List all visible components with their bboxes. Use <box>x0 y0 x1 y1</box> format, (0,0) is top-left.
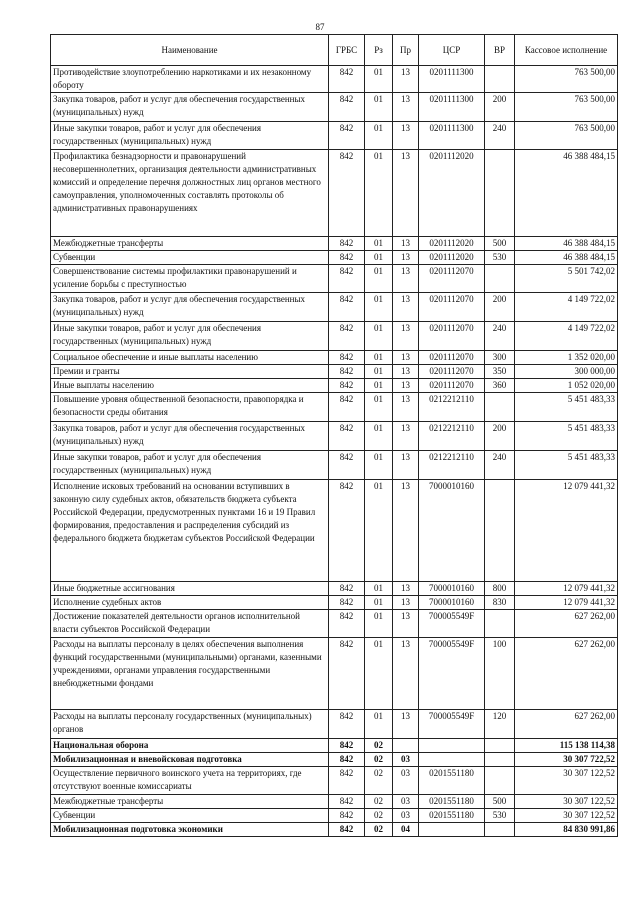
cell-amount: 4 149 722,02 <box>515 293 618 322</box>
table-row <box>51 365 618 379</box>
cell-pr: 13 <box>393 582 419 596</box>
cell-grbs: 842 <box>329 823 365 837</box>
cell-name: Межбюджетные трансферты <box>51 795 329 809</box>
cell-amount: 627 262,00 <box>515 638 618 710</box>
cell-name: Национальная оборона <box>51 739 329 753</box>
cell-amount: 1 052 020,00 <box>515 379 618 393</box>
cell-name: Профилактика безнадзорности и правонарушений несовершеннолетних, организация деятельности административных комиссий и определение перечня должностных лиц органов местного самоуправления, уполномоченных составлять протоколы об административных правонарушениях <box>51 150 329 237</box>
page-number: 87 <box>315 22 325 32</box>
cell-vr: 500 <box>485 237 515 251</box>
cell-rz: 01 <box>365 293 393 322</box>
cell-vr <box>485 150 515 237</box>
cell-rz: 01 <box>365 610 393 638</box>
cell-grbs: 842 <box>329 480 365 582</box>
table-row <box>51 480 618 582</box>
cell-csr: 0201111300 <box>419 66 485 93</box>
cell-rz: 01 <box>365 322 393 351</box>
cell-name: Мобилизационная и вневойсковая подготовка <box>51 753 329 767</box>
cell-amount: 627 262,00 <box>515 610 618 638</box>
table-row <box>51 739 618 753</box>
table-row <box>51 451 618 480</box>
cell-rz: 01 <box>365 365 393 379</box>
cell-grbs: 842 <box>329 767 365 795</box>
cell-grbs: 842 <box>329 753 365 767</box>
cell-grbs: 842 <box>329 122 365 150</box>
table-row <box>51 710 618 739</box>
cell-grbs: 842 <box>329 795 365 809</box>
cell-csr: 0201111300 <box>419 93 485 122</box>
cell-amount: 115 138 114,38 <box>515 739 618 753</box>
cell-csr <box>419 823 485 837</box>
cell-grbs: 842 <box>329 422 365 451</box>
table-row <box>51 582 618 596</box>
cell-pr: 13 <box>393 351 419 365</box>
table-row <box>51 809 618 823</box>
table-row <box>51 351 618 365</box>
cell-csr: 0212212110 <box>419 451 485 480</box>
cell-vr: 100 <box>485 638 515 710</box>
cell-amount: 763 500,00 <box>515 66 618 93</box>
cell-pr: 03 <box>393 795 419 809</box>
cell-csr: 0201112020 <box>419 237 485 251</box>
cell-grbs: 842 <box>329 809 365 823</box>
cell-vr <box>485 610 515 638</box>
cell-grbs: 842 <box>329 365 365 379</box>
table-row <box>51 379 618 393</box>
cell-csr: 7000010160 <box>419 582 485 596</box>
cell-vr: 240 <box>485 122 515 150</box>
cell-amount: 30 307 122,52 <box>515 809 618 823</box>
cell-amount: 763 500,00 <box>515 93 618 122</box>
table-row <box>51 753 618 767</box>
cell-pr: 13 <box>393 638 419 710</box>
cell-name: Расходы на выплаты персоналу в целях обеспечения выполнения функций государственными (муниципальными) органами, казенными учреждениями, органами управления государственными внебюджетными фондами <box>51 638 329 710</box>
cell-csr: 0201551180 <box>419 767 485 795</box>
cell-name: Закупка товаров, работ и услуг для обеспечения государственных (муниципальных) нужд <box>51 422 329 451</box>
cell-grbs: 842 <box>329 393 365 422</box>
cell-grbs: 842 <box>329 351 365 365</box>
cell-rz: 01 <box>365 351 393 365</box>
cell-rz: 02 <box>365 795 393 809</box>
cell-csr: 700005549F <box>419 638 485 710</box>
cell-vr: 500 <box>485 795 515 809</box>
cell-name: Межбюджетные трансферты <box>51 237 329 251</box>
header-amount: Кассовое исполнение <box>515 35 618 66</box>
cell-rz: 02 <box>365 739 393 753</box>
cell-name: Повышение уровня общественной безопасности, правопорядка и безопасности среды обитания <box>51 393 329 422</box>
cell-csr: 0201112070 <box>419 379 485 393</box>
cell-csr: 700005549F <box>419 610 485 638</box>
cell-vr: 360 <box>485 379 515 393</box>
cell-amount: 46 388 484,15 <box>515 251 618 265</box>
cell-amount: 30 307 722,52 <box>515 753 618 767</box>
cell-name: Мобилизационная подготовка экономики <box>51 823 329 837</box>
cell-grbs: 842 <box>329 322 365 351</box>
table-row <box>51 150 618 237</box>
cell-csr: 0201551180 <box>419 809 485 823</box>
cell-csr: 7000010160 <box>419 480 485 582</box>
cell-grbs: 842 <box>329 237 365 251</box>
cell-rz: 01 <box>365 710 393 739</box>
cell-rz: 01 <box>365 582 393 596</box>
cell-grbs: 842 <box>329 66 365 93</box>
cell-rz: 01 <box>365 422 393 451</box>
cell-vr: 350 <box>485 365 515 379</box>
cell-vr <box>485 823 515 837</box>
table-row <box>51 66 618 93</box>
cell-name: Исполнение исковых требований на основании вступивших в законную силу судебных актов, обязательств бюджета субъекта Российской Федерации, предусмотренных пунктами 16 и 19 Правил формирования, предоставления и распределения субсидий из федерального бюджета бюджетам субъектов Российской Федерации <box>51 480 329 582</box>
cell-csr: 0201551180 <box>419 795 485 809</box>
cell-rz: 01 <box>365 393 393 422</box>
cell-amount: 12 079 441,32 <box>515 582 618 596</box>
cell-rz: 01 <box>365 480 393 582</box>
cell-rz: 01 <box>365 93 393 122</box>
cell-name: Социальное обеспечение и иные выплаты населению <box>51 351 329 365</box>
table-row <box>51 265 618 293</box>
table-body <box>51 66 618 837</box>
cell-pr: 13 <box>393 393 419 422</box>
cell-vr: 530 <box>485 251 515 265</box>
table-row <box>51 795 618 809</box>
cell-amount: 5 451 483,33 <box>515 422 618 451</box>
cell-amount: 5 451 483,33 <box>515 393 618 422</box>
cell-rz: 02 <box>365 809 393 823</box>
table-row <box>51 237 618 251</box>
cell-rz: 01 <box>365 122 393 150</box>
cell-amount: 30 307 122,52 <box>515 767 618 795</box>
cell-amount: 46 388 484,15 <box>515 150 618 237</box>
cell-pr: 13 <box>393 610 419 638</box>
cell-rz: 01 <box>365 451 393 480</box>
cell-pr: 13 <box>393 251 419 265</box>
cell-amount: 12 079 441,32 <box>515 596 618 610</box>
cell-amount: 627 262,00 <box>515 710 618 739</box>
table-row <box>51 422 618 451</box>
cell-pr: 03 <box>393 767 419 795</box>
cell-pr: 13 <box>393 237 419 251</box>
cell-grbs: 842 <box>329 379 365 393</box>
cell-name: Закупка товаров, работ и услуг для обеспечения государственных (муниципальных) нужд <box>51 293 329 322</box>
cell-amount: 30 307 122,52 <box>515 795 618 809</box>
cell-amount: 300 000,00 <box>515 365 618 379</box>
cell-amount: 1 352 020,00 <box>515 351 618 365</box>
cell-pr: 13 <box>393 265 419 293</box>
cell-csr <box>419 753 485 767</box>
cell-vr <box>485 767 515 795</box>
cell-grbs: 842 <box>329 293 365 322</box>
cell-grbs: 842 <box>329 739 365 753</box>
budget-execution-table <box>50 34 618 837</box>
cell-amount: 12 079 441,32 <box>515 480 618 582</box>
cell-rz: 01 <box>365 379 393 393</box>
cell-grbs: 842 <box>329 251 365 265</box>
cell-vr: 530 <box>485 809 515 823</box>
cell-name: Осуществление первичного воинского учета на территориях, где отсутствуют военные комиссариаты <box>51 767 329 795</box>
table-row <box>51 823 618 837</box>
cell-pr: 13 <box>393 365 419 379</box>
cell-rz: 01 <box>365 596 393 610</box>
cell-amount: 5 501 742,02 <box>515 265 618 293</box>
cell-pr: 13 <box>393 293 419 322</box>
header-pr: Пр <box>393 35 419 66</box>
cell-csr: 700005549F <box>419 710 485 739</box>
cell-vr <box>485 480 515 582</box>
table-row <box>51 322 618 351</box>
cell-pr: 13 <box>393 66 419 93</box>
cell-vr: 800 <box>485 582 515 596</box>
cell-csr: 0201112020 <box>419 251 485 265</box>
cell-csr: 0201112070 <box>419 351 485 365</box>
cell-csr <box>419 739 485 753</box>
cell-grbs: 842 <box>329 638 365 710</box>
cell-rz: 02 <box>365 753 393 767</box>
header-rz: Рз <box>365 35 393 66</box>
cell-vr <box>485 753 515 767</box>
cell-vr: 120 <box>485 710 515 739</box>
cell-pr: 13 <box>393 710 419 739</box>
cell-grbs: 842 <box>329 710 365 739</box>
cell-csr: 0201112070 <box>419 265 485 293</box>
cell-rz: 01 <box>365 237 393 251</box>
cell-pr: 13 <box>393 596 419 610</box>
cell-vr: 300 <box>485 351 515 365</box>
header-csr: ЦСР <box>419 35 485 66</box>
cell-pr: 13 <box>393 322 419 351</box>
cell-csr: 0212212110 <box>419 422 485 451</box>
cell-vr: 200 <box>485 93 515 122</box>
cell-pr: 13 <box>393 480 419 582</box>
cell-vr: 200 <box>485 293 515 322</box>
cell-csr: 0212212110 <box>419 393 485 422</box>
table-header-row <box>51 35 618 66</box>
cell-pr: 13 <box>393 422 419 451</box>
table-row <box>51 767 618 795</box>
table-row <box>51 293 618 322</box>
cell-amount: 46 388 484,15 <box>515 237 618 251</box>
cell-name: Премии и гранты <box>51 365 329 379</box>
cell-pr: 13 <box>393 379 419 393</box>
cell-name: Иные закупки товаров, работ и услуг для обеспечения государственных (муниципальных) нужд <box>51 451 329 480</box>
cell-name: Иные выплаты населению <box>51 379 329 393</box>
cell-vr: 240 <box>485 451 515 480</box>
cell-name: Иные закупки товаров, работ и услуг для обеспечения государственных (муниципальных) нужд <box>51 122 329 150</box>
cell-vr: 240 <box>485 322 515 351</box>
cell-amount: 763 500,00 <box>515 122 618 150</box>
table-row <box>51 93 618 122</box>
cell-vr <box>485 265 515 293</box>
cell-amount: 84 830 991,86 <box>515 823 618 837</box>
cell-name: Противодействие злоупотреблению наркотиками и их незаконному обороту <box>51 66 329 93</box>
table-row <box>51 596 618 610</box>
cell-grbs: 842 <box>329 596 365 610</box>
cell-rz: 02 <box>365 767 393 795</box>
cell-name: Совершенствование системы профилактики правонарушений и усиление борьбы с преступностью <box>51 265 329 293</box>
cell-vr <box>485 739 515 753</box>
cell-name: Закупка товаров, работ и услуг для обеспечения государственных (муниципальных) нужд <box>51 93 329 122</box>
cell-pr: 03 <box>393 809 419 823</box>
header-grbs: ГРБС <box>329 35 365 66</box>
cell-grbs: 842 <box>329 582 365 596</box>
cell-pr: 13 <box>393 93 419 122</box>
cell-rz: 02 <box>365 823 393 837</box>
cell-csr: 0201111300 <box>419 122 485 150</box>
table-row <box>51 122 618 150</box>
cell-rz: 01 <box>365 638 393 710</box>
cell-pr: 13 <box>393 122 419 150</box>
cell-name: Субвенции <box>51 251 329 265</box>
header-vr: ВР <box>485 35 515 66</box>
cell-grbs: 842 <box>329 610 365 638</box>
cell-csr: 7000010160 <box>419 596 485 610</box>
cell-name: Субвенции <box>51 809 329 823</box>
cell-pr <box>393 739 419 753</box>
table-row <box>51 393 618 422</box>
cell-csr: 0201112070 <box>419 365 485 379</box>
table-row <box>51 638 618 710</box>
table-row <box>51 251 618 265</box>
cell-csr: 0201112070 <box>419 293 485 322</box>
cell-pr: 04 <box>393 823 419 837</box>
cell-vr: 200 <box>485 422 515 451</box>
cell-rz: 01 <box>365 150 393 237</box>
cell-vr: 830 <box>485 596 515 610</box>
cell-csr: 0201112020 <box>419 150 485 237</box>
cell-name: Расходы на выплаты персоналу государственных (муниципальных) органов <box>51 710 329 739</box>
cell-pr: 13 <box>393 150 419 237</box>
cell-name: Иные бюджетные ассигнования <box>51 582 329 596</box>
cell-name: Иные закупки товаров, работ и услуг для обеспечения государственных (муниципальных) нужд <box>51 322 329 351</box>
cell-rz: 01 <box>365 66 393 93</box>
cell-vr <box>485 393 515 422</box>
header-name: Наименование <box>51 35 329 66</box>
cell-amount: 5 451 483,33 <box>515 451 618 480</box>
cell-csr: 0201112070 <box>419 322 485 351</box>
cell-amount: 4 149 722,02 <box>515 322 618 351</box>
cell-name: Достижение показателей деятельности органов исполнительной власти субъектов Российской Федерации <box>51 610 329 638</box>
cell-grbs: 842 <box>329 451 365 480</box>
cell-grbs: 842 <box>329 265 365 293</box>
cell-pr: 13 <box>393 451 419 480</box>
cell-grbs: 842 <box>329 150 365 237</box>
cell-pr: 03 <box>393 753 419 767</box>
cell-grbs: 842 <box>329 93 365 122</box>
cell-name: Исполнение судебных актов <box>51 596 329 610</box>
table-row <box>51 610 618 638</box>
cell-rz: 01 <box>365 265 393 293</box>
cell-vr <box>485 66 515 93</box>
cell-rz: 01 <box>365 251 393 265</box>
